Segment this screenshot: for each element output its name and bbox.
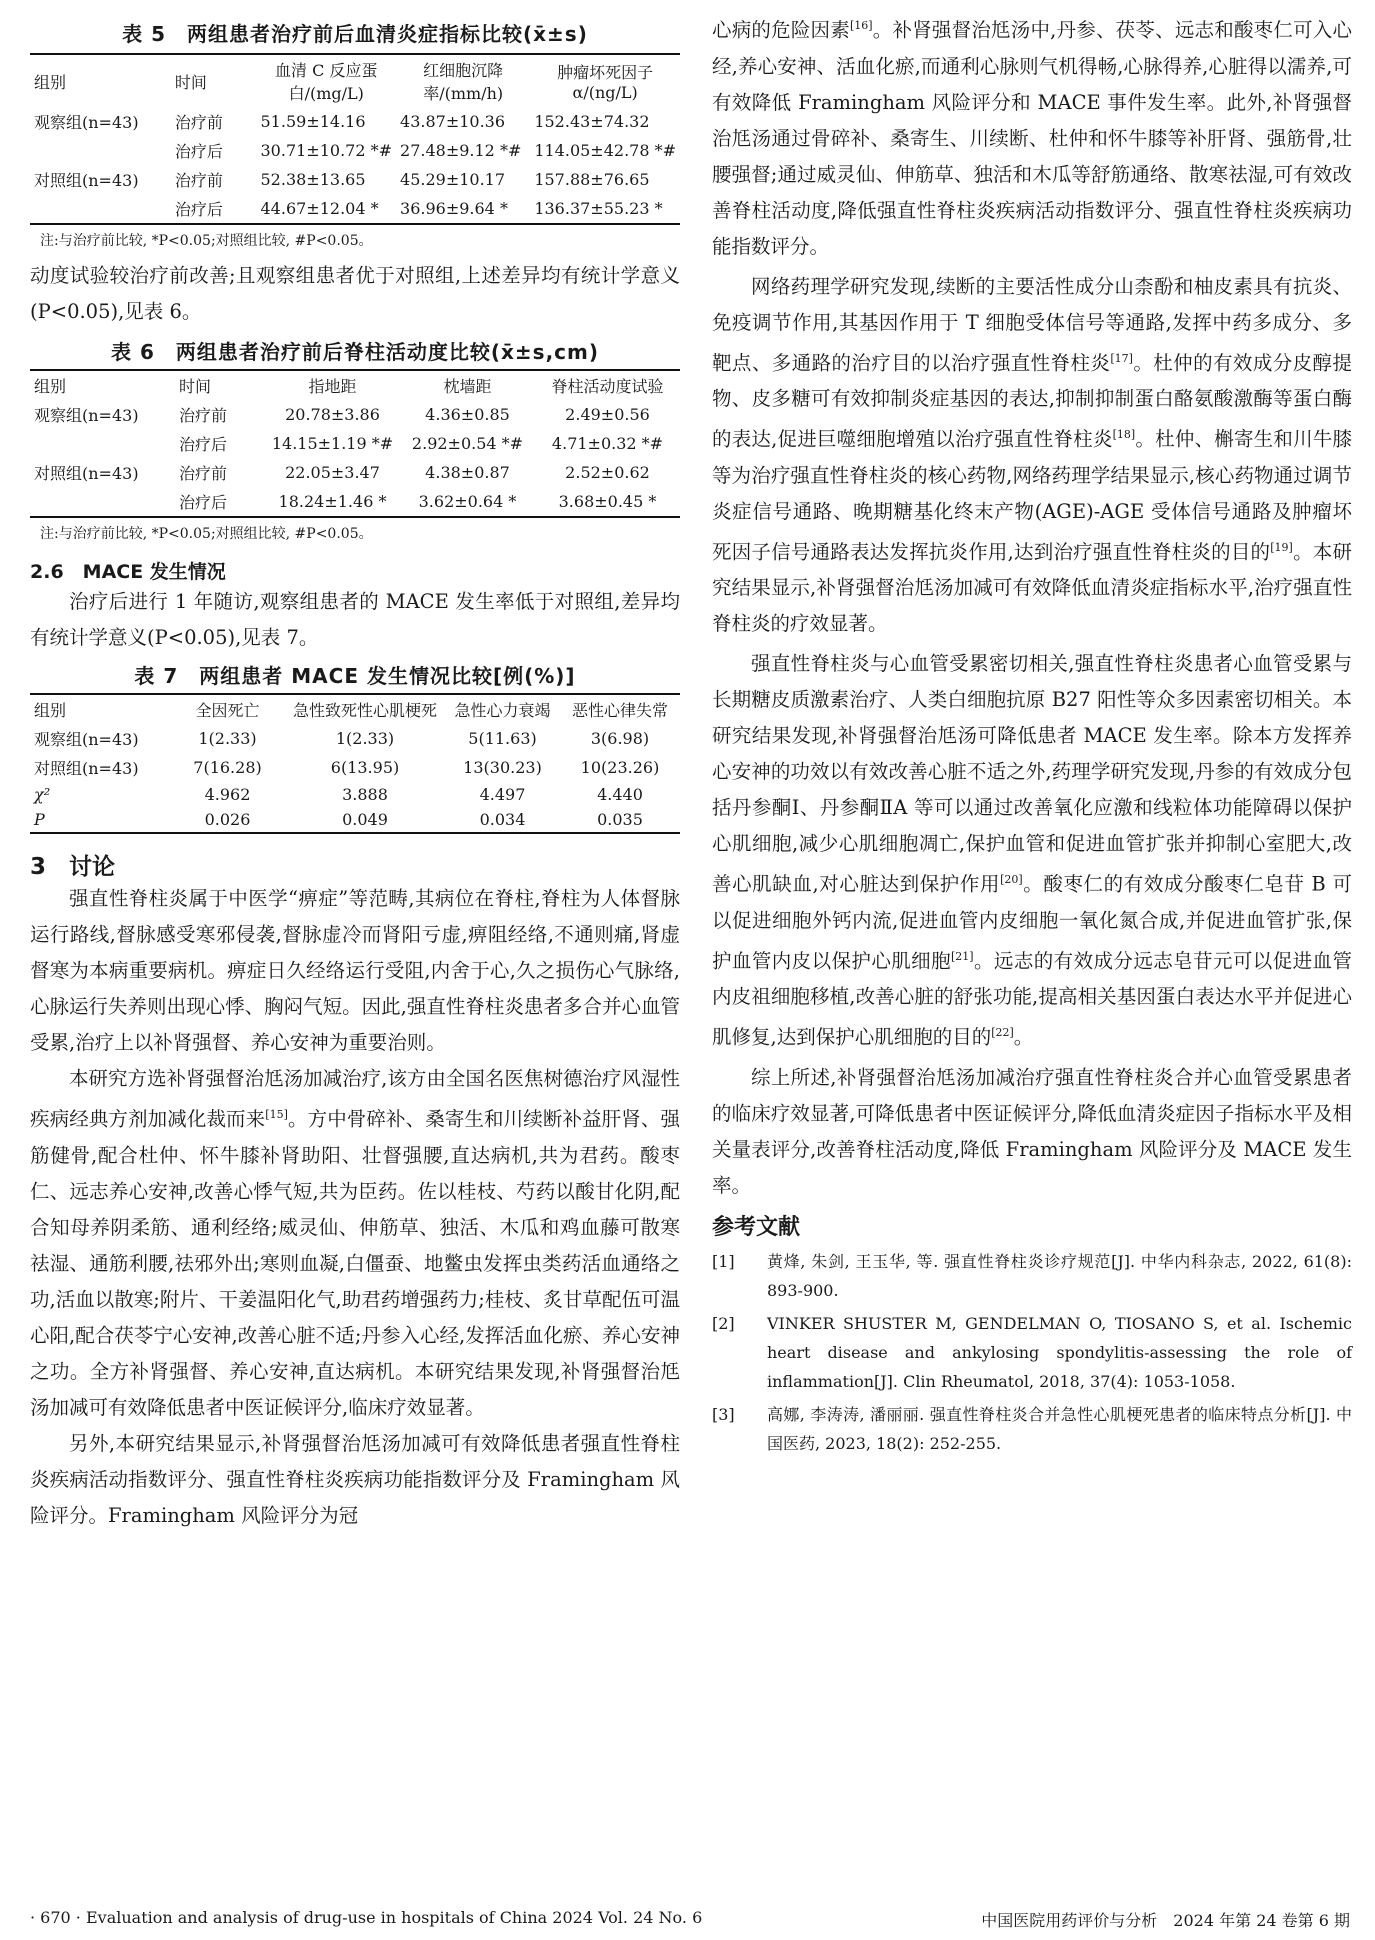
table-cell: 对照组(n=43) [34, 464, 139, 483]
reference-item [712, 1309, 1352, 1396]
table-cell: χ² [34, 785, 51, 804]
table-cell: 治疗后 [171, 194, 257, 224]
reference-text: 高娜, 李涛涛, 潘丽丽. 强直性脊柱炎合并急性心肌梗死患者的临床特点分析[J]. 中国医药, 2023, 18(2): 252-255. [767, 1404, 1352, 1453]
table-row [30, 458, 680, 487]
table-cell: 14.15±1.19 *# [271, 434, 394, 453]
table-cell: 22.05±3.47 [285, 463, 380, 482]
table-cell: 4.71±0.32 *# [551, 434, 664, 453]
table-cell: 3.68±0.45 * [535, 487, 680, 517]
text-run: 。补肾强督治尪汤中,丹参、茯苓、远志和酸枣仁可入心经,养心安神、活血化瘀,而通利心脉则气机得畅,心脉得养,心脏得以濡养,可有效降低 Framingham 风险评分和 MACE 事件发生率。此外,补肾强督治尪汤通过骨碎补、桑寄生、川续断、杜仲和怀牛膝等补肝肾、强筋骨,壮腰强督;通过威灵仙、伸筋草、独活和木瓜等舒筋通络、散寒祛湿,可有效改善脊柱活动度,降低强直性脊柱炎疾病活动指数评分、强直性脊柱炎疾病功能指数评分。 [712, 18, 1352, 258]
text-run: 。远志的有效成分远志皂苷元可以促进血管内皮祖细胞移植,改善心脏的舒张功能,提高相关基因蛋白表达水平并促进心肌修复,达到保护心肌细胞的目的 [712, 949, 1352, 1049]
table7-header: 恶性心律失常 [560, 694, 680, 724]
reference-number: [3] [712, 1404, 735, 1424]
table-cell: 157.88±76.65 [534, 170, 650, 189]
table-cell: 治疗前 [179, 406, 228, 425]
table-cell: 2.52±0.62 [565, 463, 650, 482]
reference-text: 黄烽, 朱剑, 王玉华, 等. 强直性脊柱炎诊疗规范[J]. 中华内科杂志, 2022, 61(8): 893-900. [767, 1251, 1352, 1300]
reference-text: VINKER SHUSTER M, GENDELMAN O, TIOSANO S, et al. Ischemic heart disease and ankylosing spondylitis-assessing the role of inflammation[J]. Clin Rheumatol, 2018, 37(4): 1053-1058. [767, 1313, 1352, 1391]
paragraph [712, 8, 1352, 265]
table7-header: 急性心力衰竭 [445, 694, 560, 724]
table6-header: 组别 [30, 370, 175, 400]
table6 [30, 369, 680, 518]
table-cell: 4.38±0.87 [425, 463, 510, 482]
table-cell [30, 194, 171, 224]
table-cell: 136.37±55.23 * [530, 194, 680, 224]
table6-header: 脊柱活动度试验 [535, 370, 680, 400]
table-cell: 治疗前 [174, 171, 223, 190]
table-row [30, 487, 680, 517]
table-cell: 对照组(n=43) [34, 171, 139, 190]
citation: [19] [1270, 540, 1293, 554]
table-row [30, 107, 680, 136]
table-cell: 18.24±1.46 * [265, 487, 400, 517]
reference-number: [2] [712, 1313, 735, 1333]
table7-header: 全因死亡 [170, 694, 285, 724]
reference-number: [1] [712, 1251, 735, 1271]
table-row [30, 165, 680, 194]
text-run: 。杜仲、槲寄生和川牛膝等为治疗强直性脊柱炎的核心药物,网络药理学结果显示,核心药物通过调节炎症信号通路、晚期糖基化终末产物(AGE)-AGE 受体信号通路及肿瘤坏死因子信号通路表达发挥抗炎作用,达到治疗强直性脊柱炎的目的 [712, 427, 1352, 563]
table-cell: 观察组(n=43) [34, 730, 139, 749]
table5-header: 组别 [30, 54, 171, 107]
table7-header: 组别 [30, 694, 170, 724]
citation: [18] [1112, 428, 1136, 441]
table-cell [30, 487, 175, 517]
table-cell: 4.962 [204, 785, 251, 804]
table5-header: 红细胞沉降率/(mm/h) [396, 54, 530, 107]
table-cell: 20.78±3.86 [285, 405, 380, 424]
left-column [30, 0, 680, 1534]
table-cell: 治疗前 [174, 113, 223, 132]
text-run: 心病的危险因素 [712, 18, 850, 42]
paragraph: 强直性脊柱炎属于中医学“痹症”等范畴,其病位在脊柱,脊柱为人体督脉运行路线,督脉感受寒邪侵袭,督脉虚冷而肾阳亏虚,痹阻经络,不通则痛,肾虚督寒为本病重要病机。痹症日久经络运行受阻,内舍于心,久之损伤心气脉络,心脉运行失养则出现心悸、胸闷气短。因此,强直性脊柱炎患者多合并心血管受累,治疗上以补肾强督、养心安神为重要治则。 [30, 887, 680, 1054]
paragraph: 治疗后进行 1 年随访,观察组患者的 MACE 发生率低于对照组,差异均有统计学意义(P<0.05),见表 7。 [30, 590, 680, 649]
text-run: 。杜仲的有效成分皮醇提物、皮多糖可有效抑制炎症基因的表达,抑制抑制蛋白酪氨酸激酶等蛋白酶的表达,促进巨噬细胞增殖以治疗强直性脊柱炎 [712, 351, 1352, 451]
table-cell: 0.049 [285, 807, 445, 833]
table5-header: 血清 C 反应蛋白/(mg/L) [257, 54, 397, 107]
table-cell: 1(2.33) [335, 729, 395, 748]
table-cell: 27.48±9.12 *# [400, 141, 522, 160]
table-cell: 4.36±0.85 [425, 405, 510, 424]
text-run: 。方中骨碎补、桑寄生和川续断补益肝肾、强筋健骨,配合杜仲、怀牛膝补肾助阳、壮督强腰,直达病机,共为君药。酸枣仁、远志养心安神,改善心悸气短,共为臣药。佐以桂枝、芍药以酸甘化阴,配合知母养阴柔筋、通利经络;威灵仙、伸筋草、独活、木瓜和鸡血藤可散寒祛湿、通筋利腰,祛邪外出;寒则血凝,白僵蚕、地鳖虫发挥虫类药活血通络之功,活血以散寒;附片、干姜温阳化气,助君药增强药力;桂枝、炙甘草配伍可温心阳,配合茯苓宁心安神,改善心脏不适;丹参入心经,发挥活血化瘀、养心安神之功。全方补肾强督、养心安神,直达病机。本研究结果发现,补肾强督治尪汤加减可有效降低患者中医证候评分,临床疗效显著。 [30, 1107, 680, 1419]
table-cell: 6(13.95) [330, 758, 400, 777]
table-cell: 114.05±42.78 *# [534, 141, 676, 160]
section-heading: 3 讨论 [30, 854, 116, 880]
table5-header: 肿瘤坏死因子 α/(ng/L) [530, 54, 680, 107]
table-cell: 观察组(n=43) [34, 113, 139, 132]
table6-note: 注:与治疗前比较, *P<0.05;对照组比较, #P<0.05。 [40, 526, 373, 542]
footer-left: · 670 · Evaluation and analysis of drug-use in hospitals of China 2024 Vol. 24 No. 6 [30, 1908, 703, 1927]
table-row [30, 753, 680, 782]
table-cell: 4.440 [597, 785, 643, 804]
table-cell [30, 136, 171, 165]
table-row [30, 194, 680, 224]
table-cell: 44.67±12.04 * [257, 194, 397, 224]
table-cell: 43.87±10.36 [400, 112, 506, 131]
text-run: 网络药理学研究发现,续断的主要活性成分山柰酚和柚皮素具有抗炎、免疫调节作用,其基因作用于 T 细胞受体信号等通路,发挥中药多成分、多靶点、多通路的治疗目的以治疗强直性脊柱炎 [712, 274, 1352, 374]
text-run: 本研究方选补肾强督治尪汤加减治疗,该方由全国名医焦树德治疗风湿性疾病经典方剂加减化裁而来 [30, 1067, 680, 1131]
table-cell: 30.71±10.72 *# [260, 141, 393, 160]
text-run: 。本研究结果显示,补肾强督治尪汤加减可有效降低血清炎症指标水平,治疗强直性脊柱炎的疗效显著。 [712, 540, 1352, 635]
table6-caption: 表 6 两组患者治疗前后脊柱活动度比较(x̄±s,cm) [110, 340, 599, 364]
citation: [15] [265, 1108, 288, 1121]
table5-caption: 表 5 两组患者治疗前后血清炎症指标比较(x̄±s) [122, 22, 588, 46]
text-run: 。酸枣仁的有效成分酸枣仁皂苷 B 可以促进细胞外钙内流,促进血管内皮细胞一氧化氮合成,并促进血管扩张,保护血管内皮以保护心肌细胞 [712, 872, 1352, 972]
table-cell: 1(2.33) [198, 729, 257, 748]
table-cell: 治疗后 [179, 435, 228, 454]
footer-right: 中国医院用药评价与分析 2024 年第 24 卷第 6 期 [981, 1911, 1350, 1930]
table-cell: 51.59±14.16 [260, 112, 366, 131]
table-cell: 36.96±9.64 * [396, 194, 530, 224]
table-cell: 2.49±0.56 [565, 405, 650, 424]
references-heading: 参考文献 [712, 1214, 801, 1240]
table5-header: 时间 [171, 54, 257, 107]
right-column [712, 0, 1352, 1462]
table5-note: 注:与治疗前比较, *P<0.05;对照组比较, #P<0.05。 [40, 233, 373, 249]
table6-header: 指地距 [265, 370, 400, 400]
table-cell: 7(16.28) [193, 758, 262, 777]
table-row [30, 136, 680, 165]
paragraph [712, 269, 1352, 643]
citation: [20] [1000, 873, 1023, 886]
citation: [21] [950, 949, 974, 963]
table5 [30, 53, 680, 225]
citation: [17] [1110, 351, 1133, 365]
paragraph [30, 1061, 680, 1426]
table-row [30, 400, 680, 429]
paragraph: 综上所述,补肾强督治尪汤加减治疗强直性脊柱炎合并心血管受累患者的临床疗效显著,可降低患者中医证候评分,降低血清炎症因子指标水平及相关量表评分,改善脊柱活动度,降低 Framingham 风险评分及 MACE 发生率。 [712, 1065, 1352, 1197]
page-footer [30, 1908, 1350, 1931]
table-cell: 0.035 [560, 807, 680, 833]
table6-header: 枕墙距 [400, 370, 535, 400]
table7-header: 急性致死性心肌梗死 [285, 694, 445, 724]
reference-item [712, 1247, 1352, 1305]
table-cell: 3.888 [342, 785, 388, 804]
table-cell: 对照组(n=43) [34, 759, 139, 778]
table-cell: 10(23.26) [580, 758, 660, 777]
table-cell: 治疗前 [179, 464, 228, 483]
text-run: 强直性脊柱炎与心血管受累密切相关,强直性脊柱炎患者心血管受累与长期糖皮质激素治疗、人类白细胞抗原 B27 阳性等众多因素密切相关。本研究结果发现,补肾强督治尪汤可降低患者 MACE 发生率。除本方发挥养心安神的功效以有效改善心脏不适之外,药理学研究发现,丹参的有效成分包括丹参酮Ⅰ、丹参酮ⅡA 等可以通过改善氧化应激和线粒体功能障碍以保护心肌细胞,减少心肌细胞凋亡,保护血管和促进血管扩张并抑制心室肥大,改善心肌缺血,对心脏达到保护作用 [712, 652, 1352, 896]
table-cell: 2.92±0.54 *# [411, 434, 524, 453]
table-cell: 3(6.98) [590, 729, 650, 748]
table-cell: P [30, 807, 170, 833]
table7-caption: 表 7 两组患者 MACE 发生情况比较[例(%)] [134, 664, 576, 688]
table-cell: 0.026 [170, 807, 285, 833]
paragraph: 动度试验较治疗前改善;且观察组患者优于对照组,上述差异均有统计学意义(P<0.05),见表 6。 [30, 264, 680, 323]
table-row [30, 724, 680, 753]
reference-item [712, 1400, 1352, 1458]
table-cell: 52.38±13.65 [260, 170, 366, 189]
table6-header: 时间 [175, 370, 265, 400]
table-cell: 13(30.23) [463, 758, 542, 777]
citation: [22] [991, 1026, 1014, 1039]
table-cell: 45.29±10.17 [400, 170, 506, 189]
table-cell: 0.034 [445, 807, 560, 833]
table-cell: 治疗后 [174, 142, 223, 161]
text-run: 。 [1013, 1025, 1034, 1049]
citation: [16] [849, 19, 873, 32]
table-cell: 治疗后 [175, 487, 265, 517]
table-cell: 152.43±74.32 [534, 112, 650, 131]
table-cell [30, 429, 175, 458]
table-row [30, 782, 680, 807]
table-cell: 5(11.63) [468, 729, 537, 748]
table-cell: 4.497 [479, 785, 526, 804]
table-cell: 3.62±0.64 * [400, 487, 535, 517]
section-heading: 2.6 MACE 发生情况 [30, 561, 226, 583]
table-cell: 观察组(n=43) [34, 406, 139, 425]
table-row [30, 807, 680, 833]
paragraph [712, 646, 1352, 1056]
table7 [30, 693, 680, 834]
paragraph: 另外,本研究结果显示,补肾强督治尪汤加减可有效降低患者强直性脊柱炎疾病活动指数评分、强直性脊柱炎疾病功能指数评分及 Framingham 风险评分。Framingham 风险评分为冠 [30, 1431, 680, 1527]
table-row [30, 429, 680, 458]
